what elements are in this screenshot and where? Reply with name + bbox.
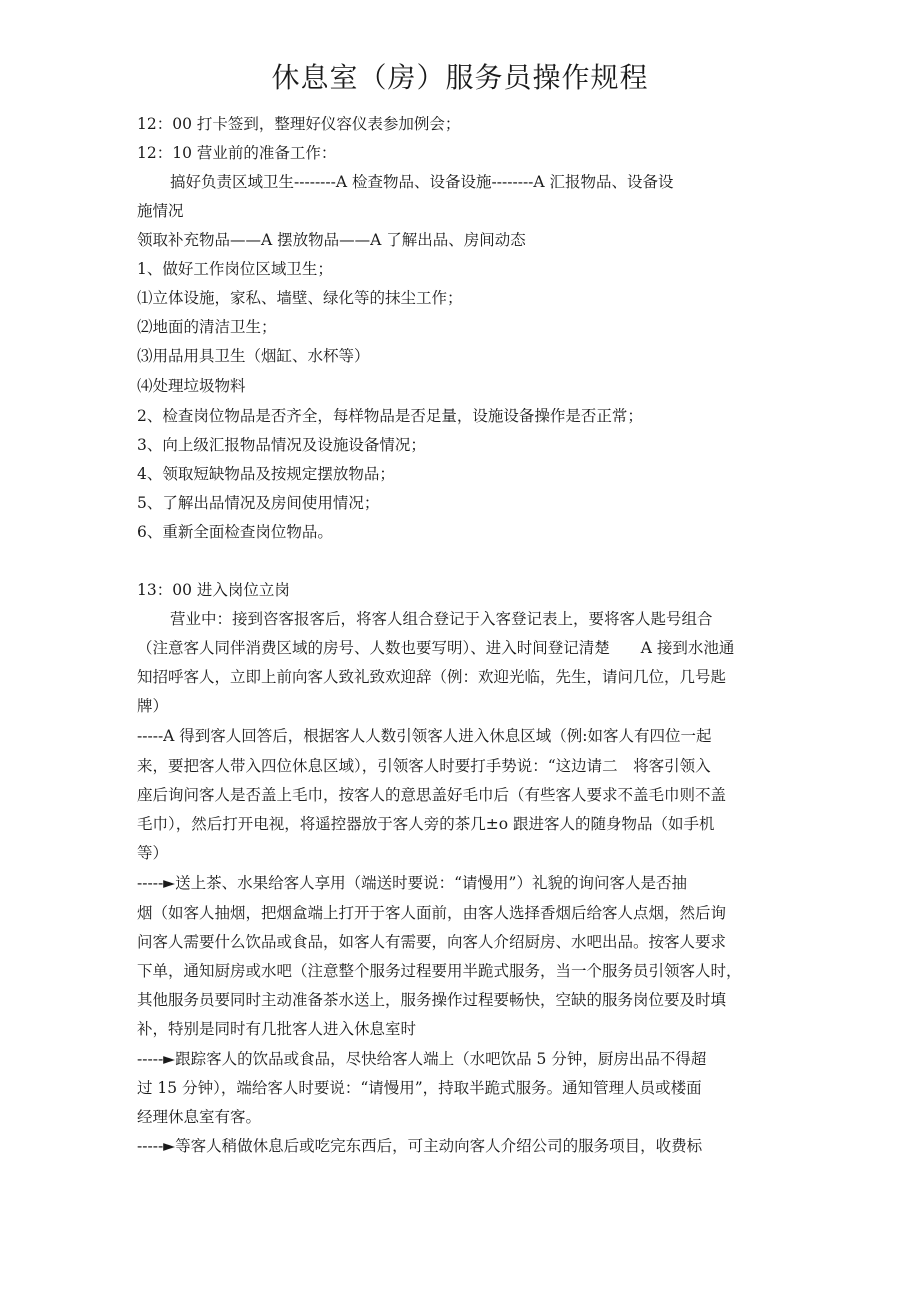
text-line: ⑵地面的清洁卫生； bbox=[137, 318, 277, 336]
text-line: 营业中：接到咨客报客后，将客人组合登记于入客登记表上，要将客人匙号组合 bbox=[170, 610, 713, 628]
text-line: 过 15 分钟），端给客人时要说：“请慢用”，持取半跪式服务。通知管理人员或楼面 bbox=[137, 1079, 702, 1097]
text-line: 补，特别是同时有几批客人进入休息室时 bbox=[137, 1020, 417, 1038]
text-line: -----►跟踪客人的饮品或食品，尽快给客人端上（水吧饮品 5 分钟，厨房出品不得超 bbox=[137, 1050, 707, 1068]
text-line: 13：00 进入岗位立岗 bbox=[137, 581, 290, 599]
text-line: 施情况 bbox=[137, 202, 184, 220]
text-line: -----A 得到客人回答后，根据客人人数引领客人进入休息区域（例:如客人有四位一起 bbox=[137, 727, 712, 745]
text-line: 3、向上级汇报物品情况及设施设备情况； bbox=[137, 436, 426, 454]
text-line: 牌） bbox=[137, 697, 169, 715]
text-line: 2、检查岗位物品是否齐全，每样物品是否足量，设施设备操作是否正常； bbox=[137, 407, 643, 425]
text-line: 其他服务员要同时主动准备茶水送上，服务操作过程要畅快，空缺的服务岗位要及时填 bbox=[137, 991, 727, 1009]
text-line: 12：10 营业前的准备工作： bbox=[137, 144, 337, 162]
text-line: 等） bbox=[137, 844, 169, 862]
text-line: 12：00 打卡签到，整理好仪容仪表参加例会； bbox=[137, 115, 461, 133]
text-line: 1、做好工作岗位区域卫生； bbox=[137, 260, 333, 278]
text-line: 知招呼客人，立即上前向客人致礼致欢迎辞（例：欢迎光临，先生，请问几位，几号匙 bbox=[137, 668, 727, 686]
text-line: ⑷处理垃圾物料 bbox=[137, 377, 246, 395]
text-line: 领取补充物品——A 摆放物品——A 了解出品、房间动态 bbox=[137, 231, 526, 249]
text-line: ⑶用品用具卫生（烟缸、水杯等） bbox=[137, 347, 370, 365]
text-line: 座后询问客人是否盖上毛巾，按客人的意思盖好毛巾后（有些客人要求不盖毛巾则不盖 bbox=[137, 786, 727, 804]
text-line: 烟（如客人抽烟，把烟盒端上打开于客人面前，由客人选择香烟后给客人点烟，然后询 bbox=[137, 904, 727, 922]
text-line: -----►送上茶、水果给客人享用（端送时要说：“请慢用”）礼貌的询问客人是否抽 bbox=[137, 874, 687, 892]
text-line: ⑴立体设施，家私、墙壁、绿化等的抹尘工作； bbox=[137, 289, 463, 307]
text-line: 毛巾），然后打开电视，将遥控器放于客人旁的茶几±o 跟进客人的随身物品（如手机 bbox=[137, 815, 715, 833]
text-line: 搞好负责区域卫生--------A 检查物品、设备设施--------A 汇报物品、设备设 bbox=[170, 173, 674, 191]
text-line: 4、领取短缺物品及按规定摆放物品； bbox=[137, 465, 395, 483]
text-line: 来，要把客人带入四位休息区域），引领客人时要打手势说：“这边请二 将客引领入 bbox=[137, 757, 711, 775]
text-line: -----►等客人稍做休息后或吃完东西后，可主动向客人介绍公司的服务项目，收费标 bbox=[137, 1137, 703, 1155]
text-line: 5、了解出品情况及房间使用情况； bbox=[137, 494, 380, 512]
text-line: 经理休息室有客。 bbox=[137, 1108, 262, 1126]
document-title: 休息室（房）服务员操作规程 bbox=[271, 61, 649, 94]
text-line: （注意客人同伴消费区域的房号、人数也要写明）、进入时间登记清楚 A 接到水池通 bbox=[137, 639, 735, 657]
text-line: 问客人需要什么饮品或食品，如客人有需要，向客人介绍厨房、水吧出品。按客人要求 bbox=[137, 933, 727, 951]
text-line: 下单，通知厨房或水吧（注意整个服务过程要用半跪式服务，当一个服务员引领客人时， bbox=[137, 962, 742, 980]
text-line: 6、重新全面检查岗位物品。 bbox=[137, 523, 333, 541]
